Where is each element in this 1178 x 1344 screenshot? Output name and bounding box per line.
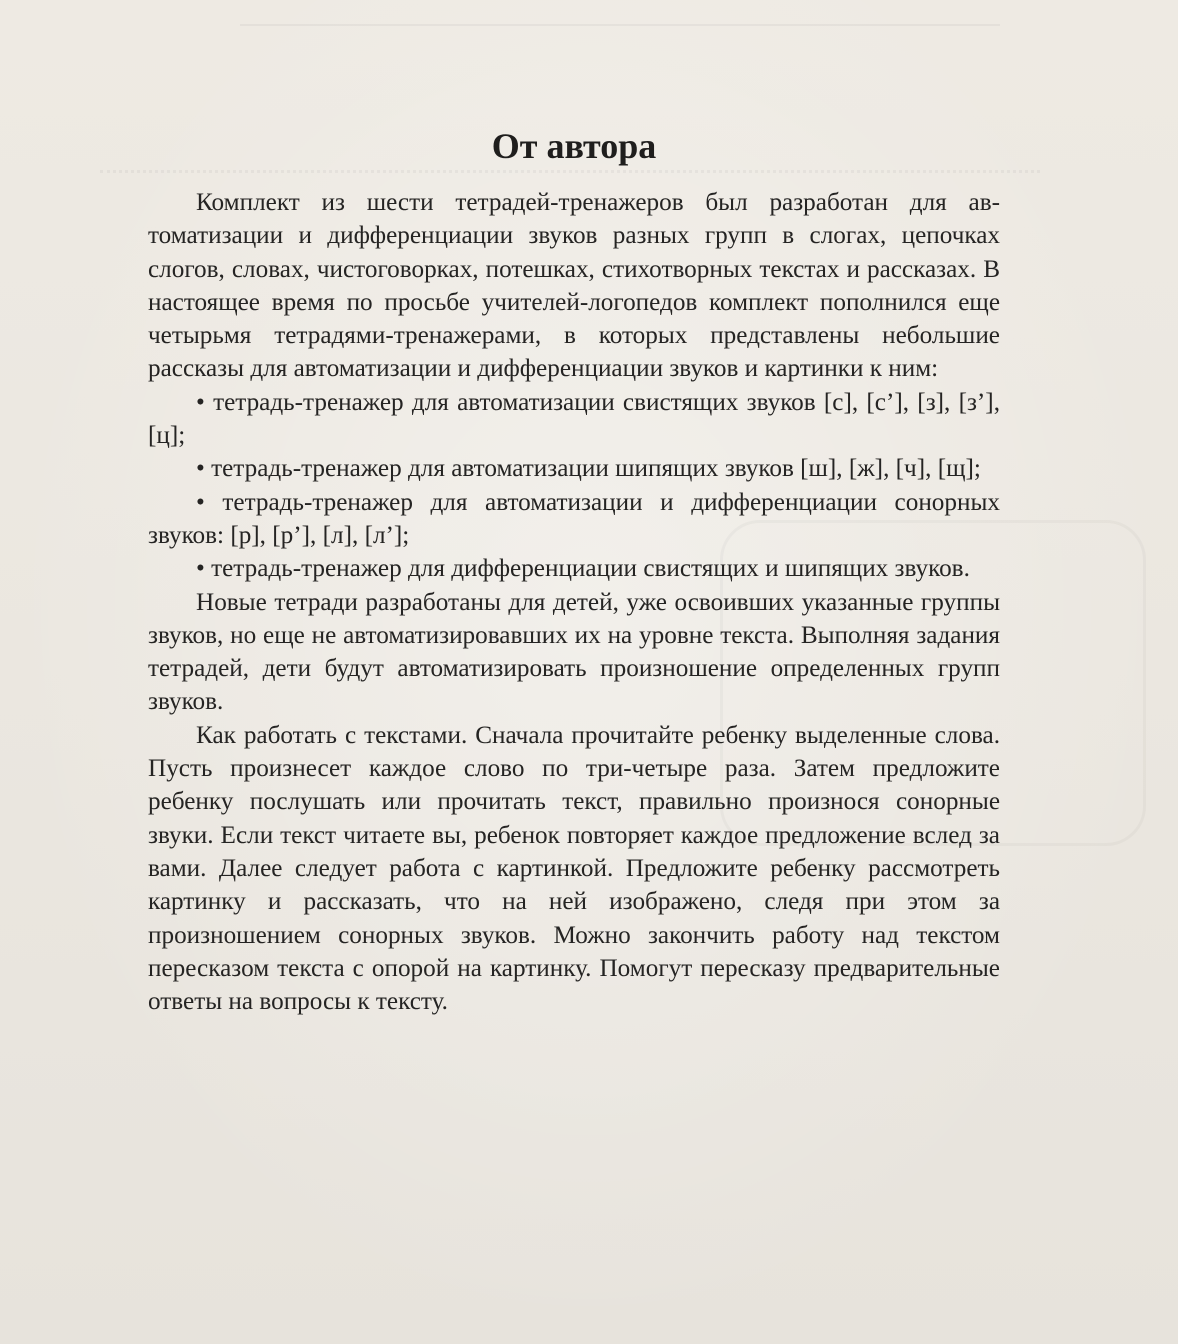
list-item: • тетрадь-тренажер для автоматизации и дифференциации сонорных звуков: [р], [р’], [л], [л’];: [148, 488, 1000, 549]
list-item: • тетрадь-тренажер для автоматизации шипящих звуков [ш], [ж], [ч], [щ];: [196, 455, 981, 483]
body-paragraph: Как работать с текстами. Сначала прочитайте ребенку выделенные слова. Пусть произнесет каждое слово по три-четыре раза. Затем предложите ребенку послушать или прочитать текст, правильно произнося сонорные звуки. Если текст читаете вы, ребенок повторяет каждое предложение вслед за вами. Далее следует работа с картинкой. Предложите ребенку рассмотреть картинку и рассказать, что на ней изображено, следя при этом за произношением сонорных звуков. Можно закончить работу над текстом пересказом текста с опорой на картинку. Помогут пересказу предварительные ответы на вопросы к тексту.: [148, 721, 1000, 1016]
list-item: • тетрадь-тренажер для автоматизации свистящих звуков [с], [с’], [з], [з’], [ц];: [148, 388, 1000, 450]
page-title: От автора: [491, 126, 657, 166]
document-body: [148, 118, 1000, 1018]
body-paragraph: Новые тетради разработаны для детей, уже освоивших указанные группы звуков, но еще не автоматизировавших их на уровне текста. Выполняя задания тетрадей, дети будут автоматизировать произношение определенных групп звуков.: [148, 588, 1000, 716]
list-item: • тетрадь-тренажер для дифференциации свистящих и шипящих звуков.: [196, 555, 970, 583]
bleed-through-decoration: [240, 0, 1000, 26]
intro-paragraph: Комплект из шести тетрадей-тренажеров был разработан для автоматизации и дифференциации звуков разных групп в слогах, цепочках слогов, словах, чистоговорках, потешках, стихотворных текстах и рассказах. В настоящее время по просьбе учителей-логопедов комплект пополнился еще четырьмя тетрадями-тренажерами, в которых представлены небольшие рассказы для автоматизации и дифференциации звуков и картинки к ним:: [148, 189, 1000, 383]
